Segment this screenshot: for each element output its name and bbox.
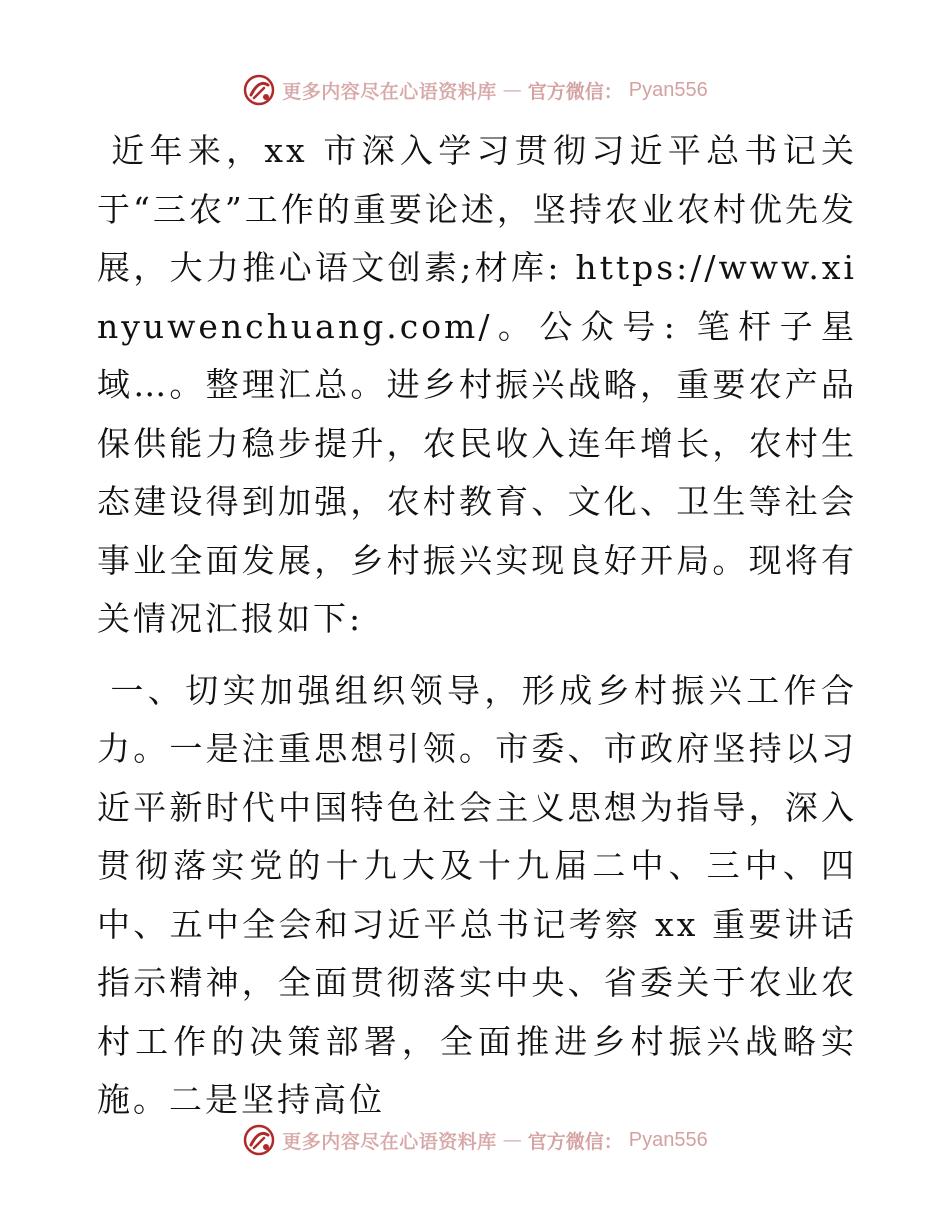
banner-main-text: 更多内容尽在心语资料库 — [282, 1130, 497, 1153]
paragraph-section-one-text: 一、切实加强组织领导，形成乡村振兴工作合力。一是注重思想引领。市委、市政府坚持以习近平新时代中国特色社会主义思想为指导，深入贯彻落实党的十九大及十九届二中、三中、四中、五中全会和习近平总书记考察 xx 重要讲话指示精神，全面贯彻落实中央、省委关于农业农村工作的决策部署，全面推进乡村振兴战略实施。二是坚持高位 — [97, 670, 857, 1119]
banner-separator: — — [502, 1129, 522, 1151]
banner-wechat-id: Pyan556 — [628, 1128, 708, 1151]
banner-wechat-label: 官方微信： — [527, 80, 623, 103]
banner-separator: — — [502, 79, 522, 101]
banner-wechat-label: 官方微信： — [527, 1130, 623, 1153]
banner-main-text: 更多内容尽在心语资料库 — [282, 80, 497, 103]
xinyu-logo-icon — [242, 73, 276, 107]
paragraph-section-one — [97, 662, 857, 1130]
banner-wechat-id: Pyan556 — [628, 78, 708, 101]
paragraph-intro — [97, 122, 857, 649]
footer-watermark-banner — [0, 1120, 950, 1160]
document-body — [97, 122, 857, 1130]
paragraph-intro-text: 近年来，xx 市深入学习贯彻习近平总书记关于“三农”工作的重要论述，坚持农业农村优先发展，大力推心语文创素;材库: https://www.xinyuwenchuang.com/。公众号: 笔杆子星域…。整理汇总。进乡村振兴战略，重要农产品保供能力稳步提升，农民收入连年增长，农村生态建设得到加强，农村教育、文化、卫生等社会事业全面发展，乡村振兴实现良好开局。现将有关情况汇报如下: — [97, 131, 857, 638]
xinyu-logo-icon — [242, 1123, 276, 1157]
header-watermark-banner — [0, 70, 950, 110]
